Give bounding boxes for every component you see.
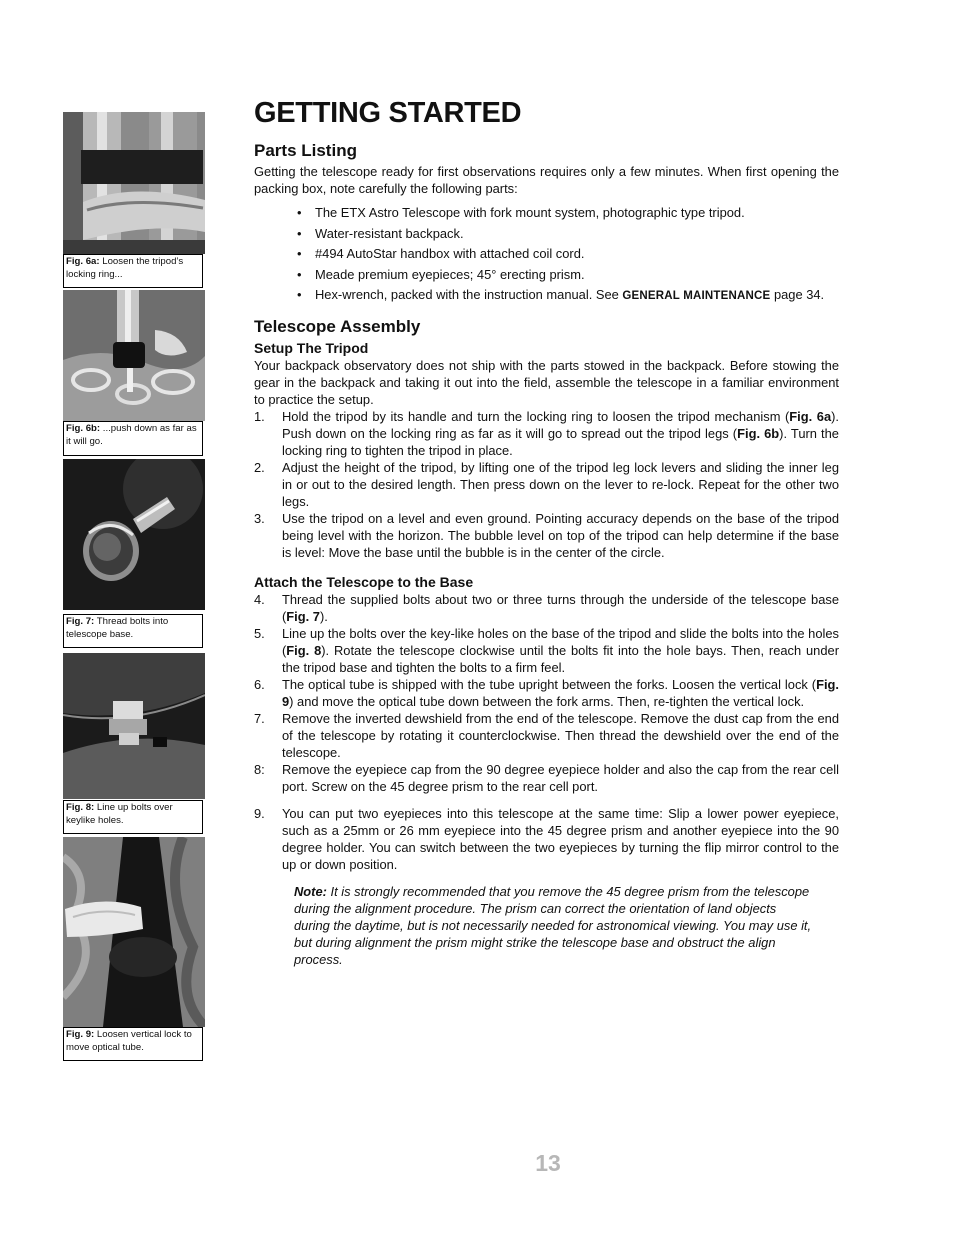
- figure-reference: Fig. 6b: [737, 426, 780, 441]
- list-item: [254, 225, 839, 242]
- list-item: [254, 591, 839, 625]
- figure-label: Fig. 9:: [66, 1029, 95, 1040]
- figure-label: Fig. 7:: [66, 616, 95, 627]
- list-item: [254, 710, 839, 761]
- figure-caption: [63, 1027, 203, 1061]
- step-number: 8:: [254, 762, 265, 777]
- figure-label: Fig. 6b:: [66, 423, 101, 434]
- note-text: It is strongly recommended that you remove the 45 degree prism from the telescope during the alignment procedure. The prism can correct the orientation of land objects during the daytime, but is not necessarily needed for astronomical viewing. You may use it, but during alignment the prism might strike the telescope base and obstruct the align process.: [294, 884, 812, 967]
- note-paragraph: [294, 883, 814, 968]
- figure-reference: Fig. 9: [282, 677, 839, 709]
- step-text: ) and move the optical tube down between the fork arms. Then, re-tighten the vertical lock.: [289, 694, 805, 709]
- figure-label: Fig. 8:: [66, 802, 95, 813]
- subsection-heading: Attach the Telescope to the Base: [254, 574, 474, 590]
- step-number: 6.: [254, 677, 265, 692]
- figure-caption: [63, 421, 203, 456]
- photo-thread-bolts: [63, 459, 205, 610]
- photo-vertical-lock: [63, 837, 205, 1027]
- list-item: [254, 204, 839, 221]
- setup-steps: [254, 408, 839, 561]
- list-item: [254, 408, 839, 459]
- photo-line-up-bolts: [63, 653, 205, 799]
- bullet-icon: •: [297, 225, 302, 241]
- cross-reference: GENERAL MAINTENANCE: [622, 290, 771, 302]
- figure-6b: [63, 290, 205, 456]
- page-title: GETTING STARTED: [254, 97, 522, 129]
- list-item: [254, 510, 839, 561]
- step-text: ). Rotate the telescope clockwise until the bolts fit into the hole bays. Then, reach under the tripod base and tighten the bolts to a firm feel.: [282, 643, 839, 675]
- figure-reference: Fig. 6a: [789, 409, 832, 424]
- figure-caption: [63, 614, 203, 648]
- bullet-icon: •: [297, 205, 302, 220]
- step-number: 2.: [254, 460, 265, 475]
- section-heading: Telescope Assembly: [254, 317, 421, 336]
- paragraph: Getting the telescope ready for first observations requires only a few minutes. When first opening the packing box, note carefully the following parts:: [254, 164, 839, 196]
- step-text: Thread the supplied bolts about two or three turns through the underside of the telescope base (: [282, 592, 839, 624]
- parts-list: [254, 204, 839, 305]
- main-content: [254, 96, 839, 968]
- note-label: Note:: [294, 884, 327, 899]
- attach-steps: [254, 591, 839, 795]
- list-item-text: #494 AutoStar handbox with attached coil cord.: [315, 246, 585, 261]
- figure-caption: [63, 254, 203, 288]
- bullet-icon: •: [297, 266, 302, 282]
- figure-reference: Fig. 8: [286, 643, 322, 658]
- step-text: ). Turn the locking ring to tighten the tripod in place.: [282, 426, 839, 458]
- list-item: [254, 625, 839, 676]
- step-number: 4.: [254, 592, 265, 607]
- step-text: Remove the eyepiece cap from the 90 degree eyepiece holder and also the cap from the rear cell port. Screw on the 45 degree prism to the rear cell port.: [282, 762, 839, 794]
- page-number: 13: [535, 1150, 561, 1176]
- subsection-heading: Setup The Tripod: [254, 340, 369, 356]
- list-item: [254, 805, 839, 873]
- bullet-icon: •: [297, 246, 302, 261]
- step-number: 9.: [254, 806, 265, 821]
- step-text: Adjust the height of the tripod, by lifting one of the tripod leg lock levers and sliding the inner leg in or out to the desired length. Then press down on the lever to re-lock. Repeat for the other two legs.: [282, 460, 839, 509]
- step-number: 3.: [254, 511, 265, 526]
- step-nine: [254, 805, 839, 873]
- figure-text: Loosen vertical lock to move optical tube.: [66, 1029, 192, 1053]
- step-text: The optical tube is shipped with the tube upright between the forks. Loosen the vertical lock (: [282, 677, 817, 692]
- telescope-assembly-section: [254, 316, 839, 968]
- list-item: [254, 761, 839, 795]
- list-item: [254, 459, 839, 510]
- step-number: 5.: [254, 626, 265, 641]
- figure-text: Loosen the tripod’s locking ring...: [66, 256, 184, 280]
- step-text: You can put two eyepieces into this telescope at the same time: Slip a lower power eyepiece, such as a 25mm or 26 mm eyepiece into the 45 degree prism and another eyepiece into the 90 degree holder. You can switch between the two eyepieces by turning the flip mirror control to the up or down position.: [282, 806, 839, 872]
- figure-text: ...push down as far as it will go.: [66, 423, 197, 447]
- parts-listing-section: [254, 140, 839, 305]
- figure-6a: [63, 112, 205, 288]
- list-item: [254, 266, 839, 283]
- step-number: 1.: [254, 409, 265, 424]
- step-text: Line up the bolts over the key-like holes on the base of the tripod and slide the bolts into the holes (: [282, 626, 839, 658]
- step-number: 7.: [254, 711, 265, 726]
- paragraph: Your backpack observatory does not ship with the parts stowed in the backpack. Before stowing the gear in the backpack and taking it out into the field, assemble the telescope in a familiar environment to practice the setup.: [254, 358, 839, 407]
- list-item-text: The ETX Astro Telescope with fork mount system, photographic type tripod.: [315, 205, 745, 220]
- list-item-text: page 34.: [770, 287, 825, 302]
- list-item: [254, 245, 839, 262]
- figure-8: [63, 653, 205, 834]
- photo-tripod-locking-ring: [63, 112, 205, 254]
- step-text: ). Push down on the locking ring as far as it will go to spread out the tripod legs (: [282, 409, 839, 441]
- list-item-text: Water-resistant backpack.: [315, 225, 464, 241]
- list-item: [254, 286, 839, 305]
- figure-7: [63, 459, 205, 648]
- list-item: [254, 676, 839, 710]
- step-text: Remove the inverted dewshield from the end of the telescope. Remove the dust cap from the end of the telescope by rotating it counterclockwise. Then thread the dewshield over the end of the telescope.: [282, 711, 839, 760]
- figure-reference: Fig. 7: [286, 609, 320, 624]
- bullet-icon: •: [297, 287, 302, 302]
- photo-push-down-ring: [63, 290, 205, 421]
- step-text: ).: [319, 609, 328, 624]
- section-heading: Parts Listing: [254, 141, 357, 160]
- list-item-text: Hex-wrench, packed with the instruction manual. See: [315, 287, 623, 302]
- figure-text: Thread bolts into telescope base.: [66, 616, 169, 640]
- list-item-text: Meade premium eyepieces; 45° erecting prism.: [315, 266, 585, 282]
- figure-label: Fig. 6a:: [66, 256, 100, 267]
- step-text: Hold the tripod by its handle and turn the locking ring to loosen the tripod mechanism (: [282, 409, 790, 424]
- step-text: Use the tripod on a level and even ground. Pointing accuracy depends on the base of the tripod being level with the horizon. The bubble level on top of the tripod can help determine if the base is level: Move the base until the bubble is in the center of the circle.: [282, 511, 839, 560]
- figure-9: [63, 837, 205, 1061]
- figure-text: Line up bolts over keylike holes.: [66, 802, 173, 826]
- figure-caption: [63, 800, 203, 834]
